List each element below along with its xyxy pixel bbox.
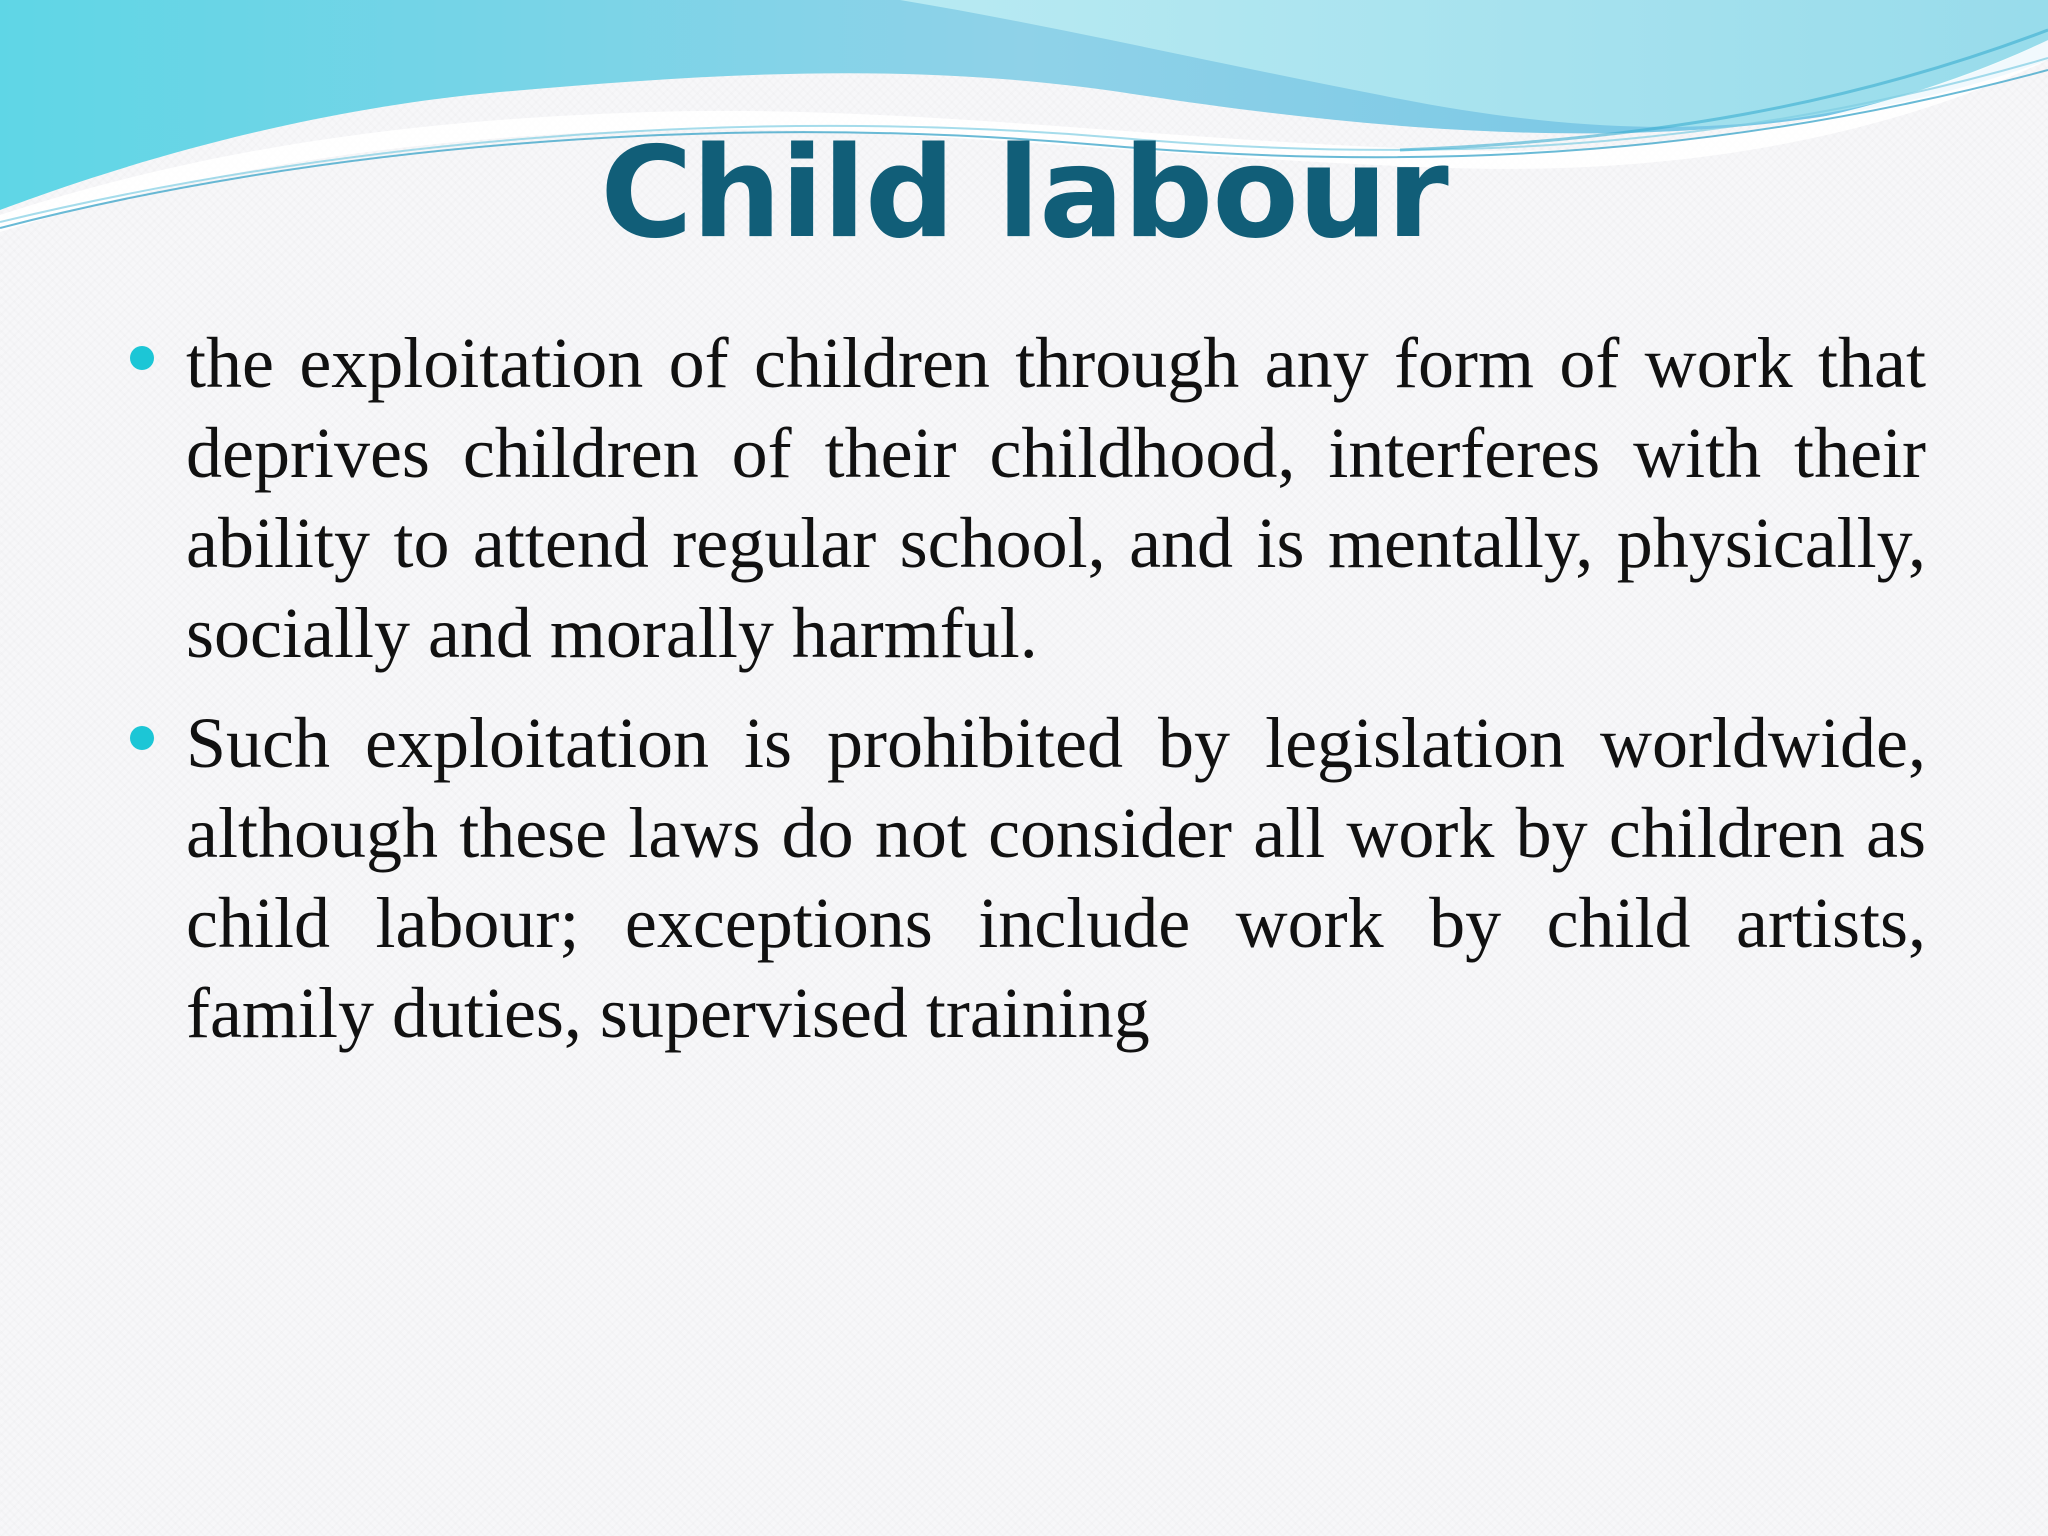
bullet-text: Such exploitation is prohibited by legislation worldwide, although these laws do not consider all work by children as child labour; exceptions include work by child artists, family duties, supervised training (186, 703, 1926, 1053)
slide-title: Child labour (600, 119, 1448, 266)
bullet-text: the exploitation of children through any form of work that deprives children of their childhood, interferes with their ability to attend regular school, and is mentally, physically, socially and morally harmful. (186, 323, 1926, 673)
bullet-dot-icon (130, 346, 154, 370)
bullet-list (186, 318, 1926, 1078)
bullet-item (186, 318, 1926, 678)
bullet-item (186, 698, 1926, 1058)
bullet-dot-icon (130, 726, 154, 750)
